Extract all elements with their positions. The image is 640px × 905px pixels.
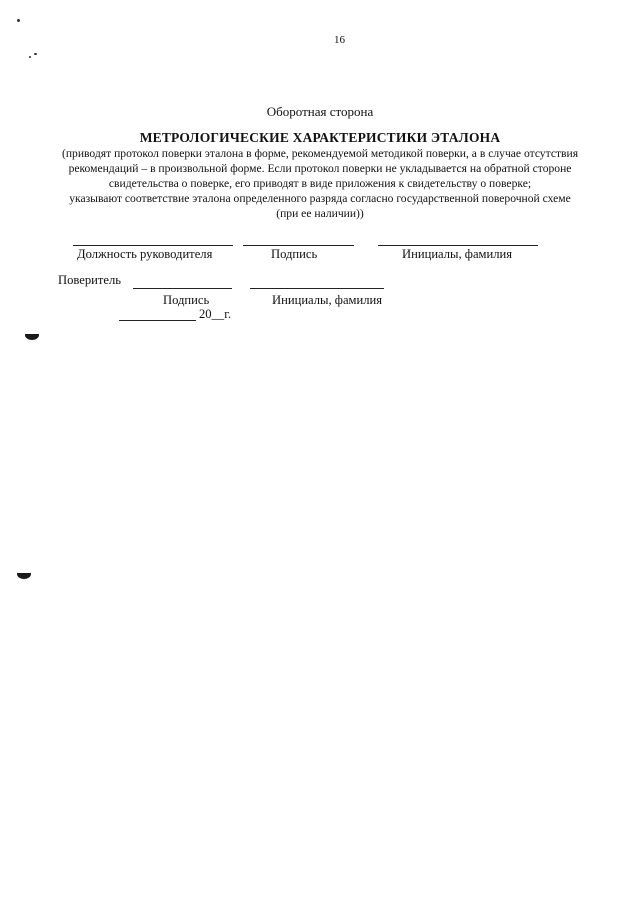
scan-speck	[29, 56, 31, 58]
head-signature-line	[243, 245, 354, 246]
instruction-line: (приводят протокол поверки эталона в форме, рекомендуемой методикой поверки, а в случае отсутствия	[61, 147, 579, 160]
head-initials-label: Инициалы, фамилия	[402, 247, 513, 261]
instruction-line: (при ее наличии))	[276, 207, 364, 220]
side-label: Оборотная сторона	[266, 104, 374, 119]
head-initials-line	[378, 245, 538, 246]
binder-hole-mark	[25, 334, 39, 340]
date-year: 20__г.	[199, 307, 232, 321]
verifier-label: Поверитель	[58, 273, 122, 287]
instruction-line: указывают соответствие эталона определенного разряда согласно государственной поверочной схеме	[69, 192, 571, 205]
instruction-line: рекомендаций – в произвольной форме. Если протокол поверки не укладывается на обратной стороне	[68, 162, 572, 175]
head-signature-label: Подпись	[271, 247, 318, 261]
document-title: МЕТРОЛОГИЧЕСКИЕ ХАРАКТЕРИСТИКИ ЭТАЛОНА	[139, 130, 501, 145]
scan-speck	[34, 53, 37, 55]
verifier-initials-label: Инициалы, фамилия	[272, 293, 383, 307]
head-position-line	[73, 245, 233, 246]
binder-hole-mark	[17, 573, 31, 579]
verifier-initials-line	[250, 288, 384, 289]
date-line	[119, 320, 196, 321]
verifier-signature-label: Подпись	[163, 293, 210, 307]
scan-speck	[17, 19, 20, 22]
head-position-label: Должность руководителя	[77, 247, 213, 261]
verifier-signature-line	[133, 288, 232, 289]
page-number: 16	[334, 34, 345, 46]
instruction-line: свидетельства о поверке, его приводят в виде приложения к свидетельству о поверке;	[108, 177, 532, 190]
